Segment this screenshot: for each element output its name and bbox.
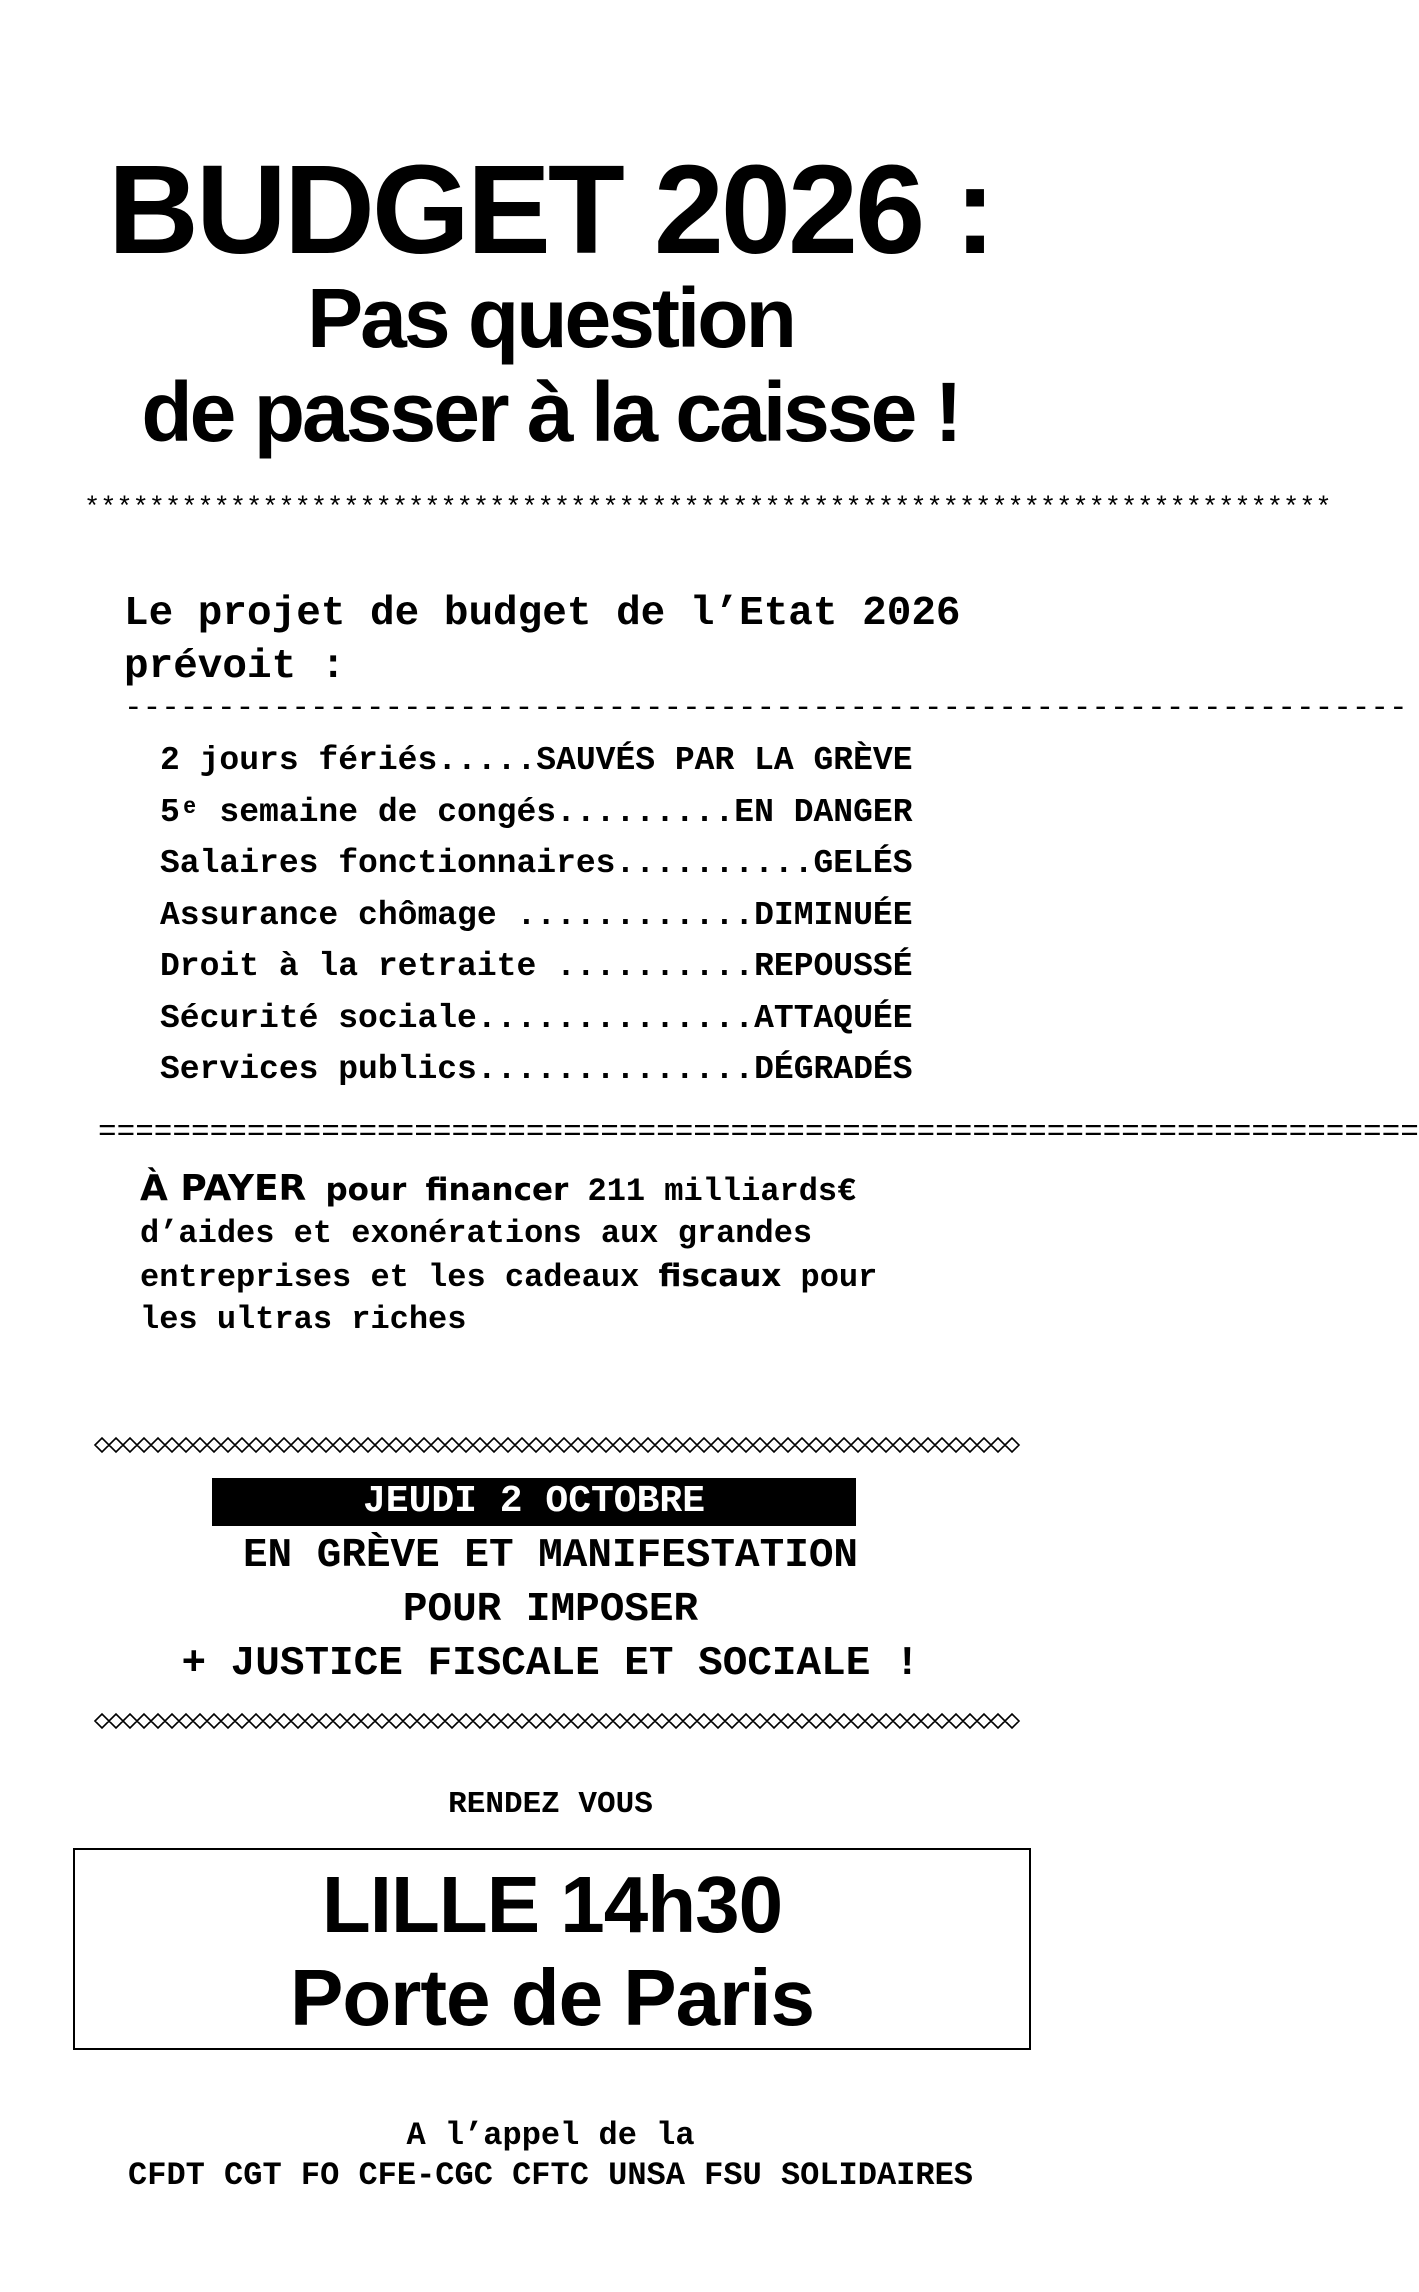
callout-line-3: + JUSTICE FISCALE ET SOCIALE ! (181, 1641, 920, 1687)
payer-word-pour: pour (325, 1172, 407, 1208)
list-item: Sécurité sociale..............ATTAQUÉE (160, 999, 913, 1037)
rendezvous-label: RENDEZ VOUS (448, 1787, 653, 1822)
callout-line-2: POUR IMPOSER (402, 1587, 699, 1633)
meeting-place-box (73, 1848, 1031, 2050)
dash-separator: --------------------------------------------------------------------- (124, 691, 1408, 726)
diamond-border-bottom (95, 1712, 1020, 1730)
list-item: Services publics..............DÉGRADÉS (160, 1051, 913, 1088)
diamond-border-top (95, 1436, 1020, 1454)
meeting-time: LILLE 14h30 (321, 1860, 783, 1949)
payer-text-4: les ultras riches (140, 1301, 467, 1338)
payer-text-2: d’aides et exonérations aux grandes (140, 1215, 813, 1252)
callout-line-1: EN GRÈVE ET MANIFESTATION (242, 1533, 859, 1579)
meeting-place: Porte de Paris (289, 1953, 814, 2042)
payer-heading: À PAYER (140, 1168, 307, 1209)
list-item: Droit à la retraite ..........REPOUSSÉ (160, 948, 913, 985)
list-item: 2 jours fériés.....SAUVÉS PAR LA GRÈVE (160, 742, 913, 779)
payer-text-3a: entreprises et les cadeaux (140, 1259, 659, 1296)
list-item: Assurance chômage ............DIMINUÉE (160, 896, 913, 934)
date-banner: JEUDI 2 OCTOBRE (212, 1478, 856, 1526)
star-separator: ***************************************************************************** (84, 494, 1332, 524)
appel-intro: A l’appel de la (406, 2117, 695, 2154)
budget-intro: Le projet de budget de l’Etat 2026 prévoit : (124, 591, 961, 690)
headline-subtitle-1: Pas question (307, 271, 794, 365)
payer-text-3b: pour (781, 1259, 878, 1296)
payer-text-1: 211 milliards€ (568, 1173, 857, 1210)
equals-separator: ======================================================================= (98, 1115, 1419, 1150)
payer-word-financer: financer (425, 1172, 569, 1208)
budget-items-list (160, 735, 913, 1096)
list-item: 5ᵉ semaine de congés.........EN DANGER (160, 793, 913, 831)
list-item: Salaires fonctionnaires..........GELÉS (160, 845, 913, 882)
payer-word-fiscaux: fiscaux (658, 1258, 782, 1294)
unions-list: CFDT CGT FO CFE-CGC CFTC UNSA FSU SOLIDAIRES (128, 2157, 973, 2194)
headline-title: BUDGET 2026 : (107, 139, 994, 280)
headline-subtitle-2: de passer à la caisse ! (141, 365, 960, 459)
payer-paragraph (140, 1168, 980, 1341)
